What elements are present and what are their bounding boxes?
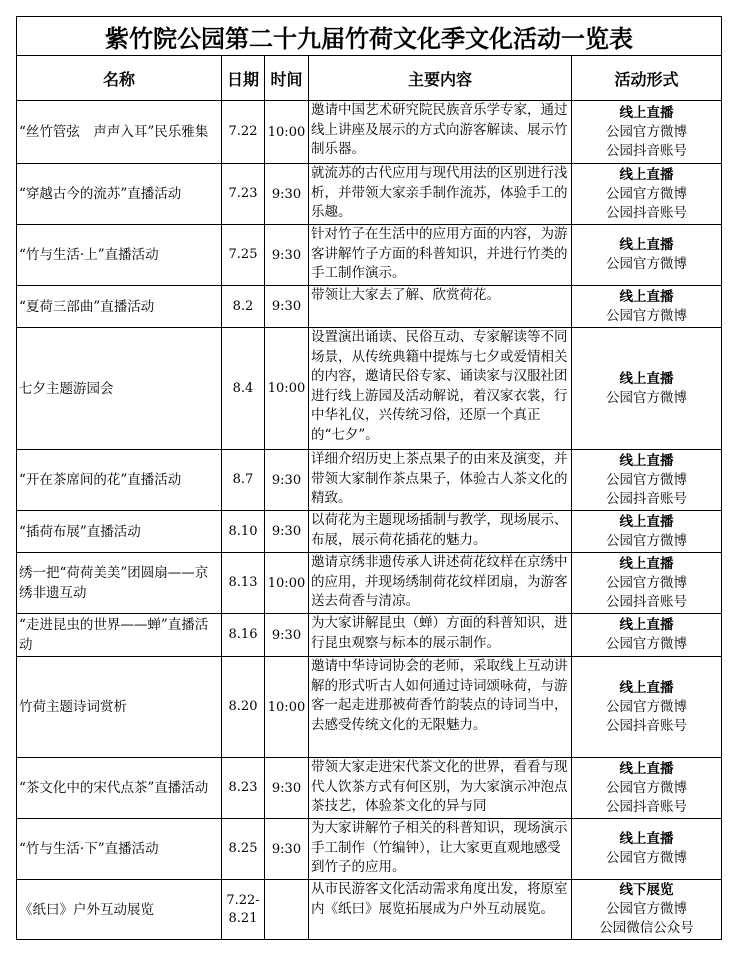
activity-date: 8.16	[222, 614, 265, 657]
header-row	[17, 56, 722, 101]
activity-date: 8.23	[222, 758, 265, 819]
activity-time: 10:00	[265, 328, 309, 450]
activity-form	[572, 286, 722, 328]
activity-form	[572, 657, 722, 758]
activity-form	[572, 328, 722, 450]
activity-date: 7.22-8.21	[222, 880, 265, 940]
form-type-label: 线上直播	[619, 288, 674, 305]
form-type-label: 线上直播	[619, 166, 674, 183]
table-row	[17, 450, 722, 511]
activity-name: 七夕主题游园会	[17, 328, 222, 450]
activity-time: 10:00	[265, 101, 309, 164]
form-channel: 公园官方微博	[606, 256, 687, 272]
activity-time: 9:30	[265, 164, 309, 225]
activity-form	[572, 511, 722, 553]
activity-form	[572, 614, 722, 657]
activity-content: 邀请京绣非遗传承人讲述荷花纹样在京绣中的应用，并现场绣制荷花纹样团扇，为游客送去荷香与清凉。	[309, 553, 572, 614]
form-channel: 公园抖音账号	[606, 204, 687, 221]
form-channel: 公园抖音账号	[606, 593, 687, 610]
activity-form	[572, 758, 722, 819]
activity-date: 8.4	[222, 328, 265, 450]
activity-date: 7.23	[222, 164, 265, 225]
activity-content: 以荷花为主题现场插制与教学，现场展示、布展，展示荷花插花的魅力。	[309, 511, 572, 553]
form-channel: 公园微信公众号	[599, 920, 694, 936]
form-channel: 公园官方微博	[606, 901, 687, 917]
table-row	[17, 101, 722, 164]
form-channel: 公园官方微博	[606, 532, 687, 549]
activity-form	[572, 101, 722, 164]
table-body	[17, 101, 722, 940]
activity-date: 7.22	[222, 101, 265, 164]
form-type-label: 线上直播	[619, 370, 674, 387]
activity-date: 8.10	[222, 511, 265, 553]
table-row	[17, 164, 722, 225]
activity-content: 设置演出诵读、民俗互动、专家解读等不同场景，从传统典籍中提炼与七夕或爱情相关的内容，邀请民俗专家、诵读家与汉服社团进行线上游园及活动解说，着汉家衣裳，行中华礼仪，兴传统习俗，还原一个真正的“七夕”。	[309, 328, 572, 450]
table-title: 紫竹院公园第二十九届竹荷文化季文化活动一览表	[17, 17, 722, 56]
table-row	[17, 286, 722, 328]
activity-time: 10:00	[265, 657, 309, 758]
activity-name: “竹与生活·下”直播活动	[17, 819, 222, 880]
activity-content: 就流苏的古代应用与现代用法的区别进行浅析，并带领大家亲手制作流苏，体验手工的乐趣。	[309, 164, 572, 225]
form-channel: 公园官方微博	[606, 389, 687, 406]
activity-time	[265, 880, 309, 940]
table-row	[17, 758, 722, 819]
activity-form	[572, 164, 722, 225]
activity-content: 邀请中国艺术研究院民族音乐学专家，通过线上讲座及展示的方式向游客解读、展示竹制乐器。	[309, 101, 572, 164]
activity-name: “茶文化中的宋代点茶”直播活动	[17, 758, 222, 819]
activity-table	[16, 16, 722, 940]
form-type-label: 线上直播	[619, 679, 674, 696]
activity-name: “开在茶席间的花”直播活动	[17, 450, 222, 511]
header-name: 名称	[17, 56, 222, 101]
activity-content: 邀请中华诗词协会的老师，采取线上互动讲解的形式听古人如何通过诗词颂咏荷，与游客一起走进那被荷香竹韵装点的诗词当中，去感受传统文化的无限魅力。	[309, 657, 572, 758]
activity-date: 8.25	[222, 819, 265, 880]
activity-date: 8.20	[222, 657, 265, 758]
form-channel: 公园官方微博	[606, 636, 687, 652]
form-channel: 公园抖音账号	[606, 142, 687, 159]
activity-name: “竹与生活·上”直播活动	[17, 225, 222, 286]
activity-content: 为大家讲解竹子相关的科普知识，现场演示手工制作（竹编钟），让大家更直观地感受到竹子的应用。	[309, 819, 572, 880]
activity-time: 9:30	[265, 450, 309, 511]
form-channel: 公园抖音账号	[606, 717, 687, 734]
table-row	[17, 328, 722, 450]
activity-form	[572, 553, 722, 614]
table-row	[17, 880, 722, 940]
activity-form	[572, 819, 722, 880]
activity-name: 《纸曰》户外互动展览	[17, 880, 222, 940]
activity-time: 9:30	[265, 511, 309, 553]
table-row	[17, 511, 722, 553]
activity-form	[572, 880, 722, 940]
activity-name: “夏荷三部曲”直播活动	[17, 286, 222, 328]
form-type-label: 线上直播	[619, 617, 674, 633]
activity-name: “穿越古今的流苏”直播活动	[17, 164, 222, 225]
activity-form	[572, 450, 722, 511]
activity-date: 8.2	[222, 286, 265, 328]
header-content: 主要内容	[309, 56, 572, 101]
activity-time: 10:00	[265, 553, 309, 614]
activity-name: 竹荷主题诗词赏析	[17, 657, 222, 758]
activity-form	[572, 225, 722, 286]
activity-content: 带领大家走进宋代茶文化的世界，看看与现代人饮茶方式有何区别，为大家演示冲泡点茶技艺，体验茶文化的异与同	[309, 758, 572, 819]
activity-content: 详细介绍历史上茶点果子的由来及演变，并带领大家制作茶点果子，体验古人茶文化的精致。	[309, 450, 572, 511]
activity-content: 带领让大家去了解、欣赏荷花。	[309, 286, 572, 328]
activity-date: 7.25	[222, 225, 265, 286]
activity-content: 为大家讲解昆虫（蝉）方面的科普知识，进行昆虫观察与标本的展示制作。	[309, 614, 572, 657]
activity-time: 9:30	[265, 225, 309, 286]
form-channel: 公园官方微博	[606, 185, 687, 202]
form-type-label: 线上直播	[619, 831, 674, 847]
form-channel: 公园抖音账号	[606, 798, 687, 815]
form-channel: 公园抖音账号	[606, 490, 687, 507]
header-date: 日期	[222, 56, 265, 101]
form-channel: 公园官方微博	[606, 574, 687, 591]
form-channel: 公园官方微博	[606, 471, 687, 488]
form-type-label: 线上直播	[619, 513, 674, 530]
form-type-label: 线上直播	[619, 104, 674, 121]
table-row	[17, 553, 722, 614]
activity-name: “插荷布展”直播活动	[17, 511, 222, 553]
activity-date: 8.7	[222, 450, 265, 511]
table-row	[17, 614, 722, 657]
form-type-label: 线下展览	[619, 882, 674, 898]
activity-content: 从市民游客文化活动需求角度出发，将原室内《纸曰》展览拓展成为户外互动展览。	[309, 880, 572, 940]
table-row	[17, 819, 722, 880]
activity-time: 9:30	[265, 758, 309, 819]
header-time: 时间	[265, 56, 309, 101]
form-channel: 公园官方微博	[606, 123, 687, 140]
activity-name: “丝竹管弦 声声入耳”民乐雅集	[17, 101, 222, 164]
activity-name: “走进昆虫的世界——蝉”直播活动	[17, 614, 222, 657]
form-type-label: 线上直播	[619, 760, 674, 777]
form-type-label: 线上直播	[619, 237, 674, 253]
activity-time: 9:30	[265, 614, 309, 657]
form-channel: 公园官方微博	[606, 779, 687, 796]
form-type-label: 线上直播	[619, 555, 674, 572]
table-row	[17, 657, 722, 758]
form-channel: 公园官方微博	[606, 307, 687, 324]
activity-date: 8.13	[222, 553, 265, 614]
activity-content: 针对竹子在生活中的应用方面的内容，为游客讲解竹子方面的科普知识，并进行竹类的手工制作演示。	[309, 225, 572, 286]
form-type-label: 线上直播	[619, 452, 674, 469]
activity-time: 9:30	[265, 819, 309, 880]
form-channel: 公园官方微博	[606, 850, 687, 866]
activity-time: 9:30	[265, 286, 309, 328]
table-row	[17, 225, 722, 286]
title-row	[17, 17, 722, 56]
header-form: 活动形式	[572, 56, 722, 101]
form-channel: 公园官方微博	[606, 698, 687, 715]
activity-name: 绣一把“荷荷美美”团圆扇——京绣非遗互动	[17, 553, 222, 614]
